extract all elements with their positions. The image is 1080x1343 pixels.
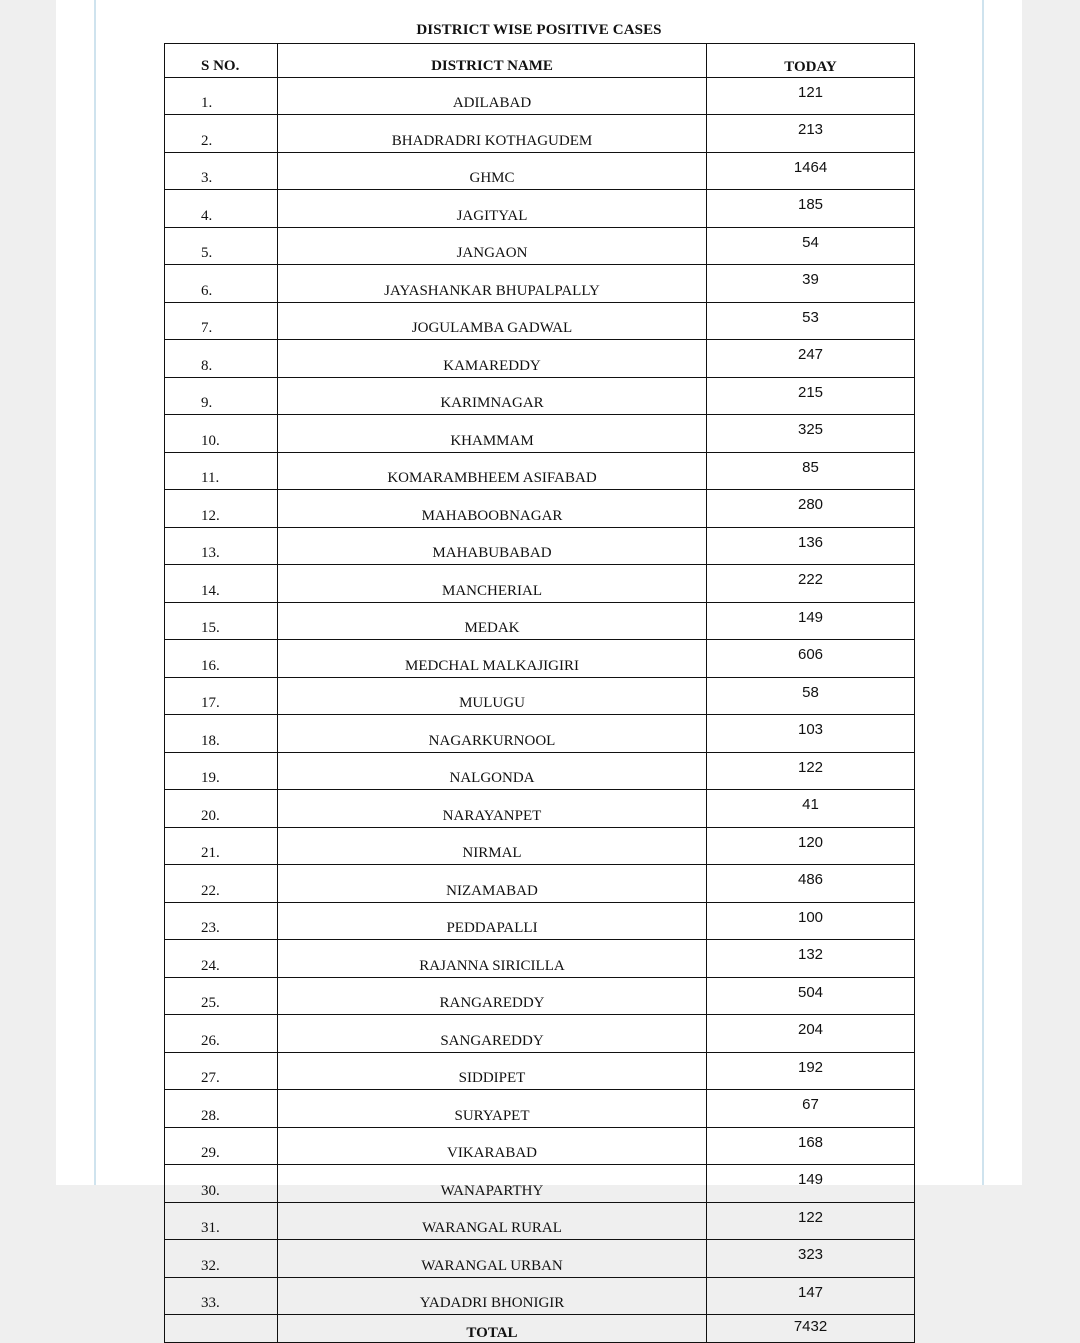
total-today: 7432 <box>707 1315 915 1343</box>
total-sno-cell <box>165 1315 278 1343</box>
table-row <box>165 827 915 865</box>
document-title: DISTRICT WISE POSITIVE CASES <box>416 22 662 38</box>
table-row <box>165 940 915 978</box>
table-row <box>165 865 915 903</box>
district-cell: PEDDAPALLI <box>278 902 707 940</box>
today-cell: 39 <box>707 265 915 303</box>
table-row <box>165 152 915 190</box>
table-row <box>165 302 915 340</box>
sno-cell: 4. <box>165 190 278 228</box>
today-cell: 100 <box>707 902 915 940</box>
sno-cell: 2. <box>165 115 278 153</box>
sno-cell: 22. <box>165 865 278 903</box>
district-cell: KAMAREDDY <box>278 340 707 378</box>
today-cell: 121 <box>707 77 915 115</box>
table-row <box>165 527 915 565</box>
table-body <box>165 77 915 1315</box>
table-row <box>165 1127 915 1165</box>
district-cell: KHAMMAM <box>278 415 707 453</box>
table-row <box>165 340 915 378</box>
today-cell: 58 <box>707 677 915 715</box>
sno-cell: 8. <box>165 340 278 378</box>
today-cell: 222 <box>707 565 915 603</box>
sno-cell: 13. <box>165 527 278 565</box>
today-cell: 1464 <box>707 152 915 190</box>
today-cell: 149 <box>707 1165 915 1203</box>
total-row <box>165 1315 915 1343</box>
district-cell: KOMARAMBHEEM ASIFABAD <box>278 452 707 490</box>
sno-cell: 24. <box>165 940 278 978</box>
table-row <box>165 77 915 115</box>
today-cell: 122 <box>707 1202 915 1240</box>
page-border-left <box>94 0 96 1185</box>
table-row <box>165 115 915 153</box>
table-row <box>165 902 915 940</box>
table-row <box>165 565 915 603</box>
district-cell: VIKARABAD <box>278 1127 707 1165</box>
table-row <box>165 1015 915 1053</box>
district-cell: JAGITYAL <box>278 190 707 228</box>
district-cell: GHMC <box>278 152 707 190</box>
today-cell: 168 <box>707 1127 915 1165</box>
district-cell: MULUGU <box>278 677 707 715</box>
table-row <box>165 1090 915 1128</box>
district-cell: WARANGAL URBAN <box>278 1240 707 1278</box>
sno-cell: 28. <box>165 1090 278 1128</box>
today-cell: 204 <box>707 1015 915 1053</box>
sno-cell: 16. <box>165 640 278 678</box>
today-cell: 122 <box>707 752 915 790</box>
district-cell: WARANGAL RURAL <box>278 1202 707 1240</box>
today-cell: 606 <box>707 640 915 678</box>
sno-cell: 23. <box>165 902 278 940</box>
sno-cell: 11. <box>165 452 278 490</box>
table-row <box>165 452 915 490</box>
table-row <box>165 640 915 678</box>
sno-cell: 17. <box>165 677 278 715</box>
today-cell: 325 <box>707 415 915 453</box>
sno-cell: 25. <box>165 977 278 1015</box>
today-cell: 280 <box>707 490 915 528</box>
table-row <box>165 752 915 790</box>
district-cell: NIZAMABAD <box>278 865 707 903</box>
table-row <box>165 265 915 303</box>
today-cell: 41 <box>707 790 915 828</box>
sno-cell: 20. <box>165 790 278 828</box>
sno-cell: 19. <box>165 752 278 790</box>
today-cell: 504 <box>707 977 915 1015</box>
table-row <box>165 1052 915 1090</box>
sno-cell: 7. <box>165 302 278 340</box>
table-row <box>165 977 915 1015</box>
district-cell: NARAYANPET <box>278 790 707 828</box>
sno-cell: 6. <box>165 265 278 303</box>
sno-cell: 3. <box>165 152 278 190</box>
today-cell: 120 <box>707 827 915 865</box>
sno-cell: 31. <box>165 1202 278 1240</box>
today-cell: 85 <box>707 452 915 490</box>
table-row <box>165 715 915 753</box>
district-cell: SANGAREDDY <box>278 1015 707 1053</box>
header-district: DISTRICT NAME <box>278 44 707 78</box>
today-cell: 54 <box>707 227 915 265</box>
table-row <box>165 677 915 715</box>
sno-cell: 27. <box>165 1052 278 1090</box>
district-cell: WANAPARTHY <box>278 1165 707 1203</box>
table-header-row <box>165 44 915 78</box>
sno-cell: 21. <box>165 827 278 865</box>
total-label: TOTAL <box>278 1315 707 1343</box>
table-row <box>165 1165 915 1203</box>
sno-cell: 33. <box>165 1277 278 1315</box>
today-cell: 185 <box>707 190 915 228</box>
table-row <box>165 377 915 415</box>
sno-cell: 5. <box>165 227 278 265</box>
today-cell: 103 <box>707 715 915 753</box>
district-cell: SURYAPET <box>278 1090 707 1128</box>
sno-cell: 12. <box>165 490 278 528</box>
district-cell: JAYASHANKAR BHUPALPALLY <box>278 265 707 303</box>
district-cell: JANGAON <box>278 227 707 265</box>
today-cell: 149 <box>707 602 915 640</box>
today-cell: 53 <box>707 302 915 340</box>
sno-cell: 15. <box>165 602 278 640</box>
district-cell: SIDDIPET <box>278 1052 707 1090</box>
district-cell: MAHABUBABAD <box>278 527 707 565</box>
today-cell: 136 <box>707 527 915 565</box>
today-cell: 67 <box>707 1090 915 1128</box>
sno-cell: 32. <box>165 1240 278 1278</box>
sno-cell: 26. <box>165 1015 278 1053</box>
today-cell: 215 <box>707 377 915 415</box>
page-border-right <box>982 0 984 1185</box>
sno-cell: 9. <box>165 377 278 415</box>
today-cell: 147 <box>707 1277 915 1315</box>
header-today: TODAY <box>707 44 915 78</box>
district-cell: NALGONDA <box>278 752 707 790</box>
district-cases-table <box>164 43 915 1343</box>
today-cell: 486 <box>707 865 915 903</box>
sno-cell: 29. <box>165 1127 278 1165</box>
today-cell: 247 <box>707 340 915 378</box>
today-cell: 323 <box>707 1240 915 1278</box>
table-row <box>165 415 915 453</box>
district-cell: KARIMNAGAR <box>278 377 707 415</box>
sno-cell: 18. <box>165 715 278 753</box>
district-cell: BHADRADRI KOTHAGUDEM <box>278 115 707 153</box>
table-row <box>165 1202 915 1240</box>
today-cell: 132 <box>707 940 915 978</box>
header-sno: S NO. <box>165 44 278 78</box>
sno-cell: 14. <box>165 565 278 603</box>
sno-cell: 10. <box>165 415 278 453</box>
table-row <box>165 1277 915 1315</box>
district-cell: RANGAREDDY <box>278 977 707 1015</box>
table-row <box>165 227 915 265</box>
district-cell: YADADRI BHONIGIR <box>278 1277 707 1315</box>
district-cell: ADILABAD <box>278 77 707 115</box>
table-row <box>165 490 915 528</box>
district-cell: MEDCHAL MALKAJIGIRI <box>278 640 707 678</box>
table-row <box>165 602 915 640</box>
table-row <box>165 1240 915 1278</box>
sno-cell: 30. <box>165 1165 278 1203</box>
district-cell: JOGULAMBA GADWAL <box>278 302 707 340</box>
table-row <box>165 790 915 828</box>
today-cell: 213 <box>707 115 915 153</box>
district-cell: MANCHERIAL <box>278 565 707 603</box>
district-cell: MAHABOOBNAGAR <box>278 490 707 528</box>
today-cell: 192 <box>707 1052 915 1090</box>
district-cell: RAJANNA SIRICILLA <box>278 940 707 978</box>
district-cell: MEDAK <box>278 602 707 640</box>
district-cell: NAGARKURNOOL <box>278 715 707 753</box>
table-row <box>165 190 915 228</box>
sno-cell: 1. <box>165 77 278 115</box>
district-cell: NIRMAL <box>278 827 707 865</box>
